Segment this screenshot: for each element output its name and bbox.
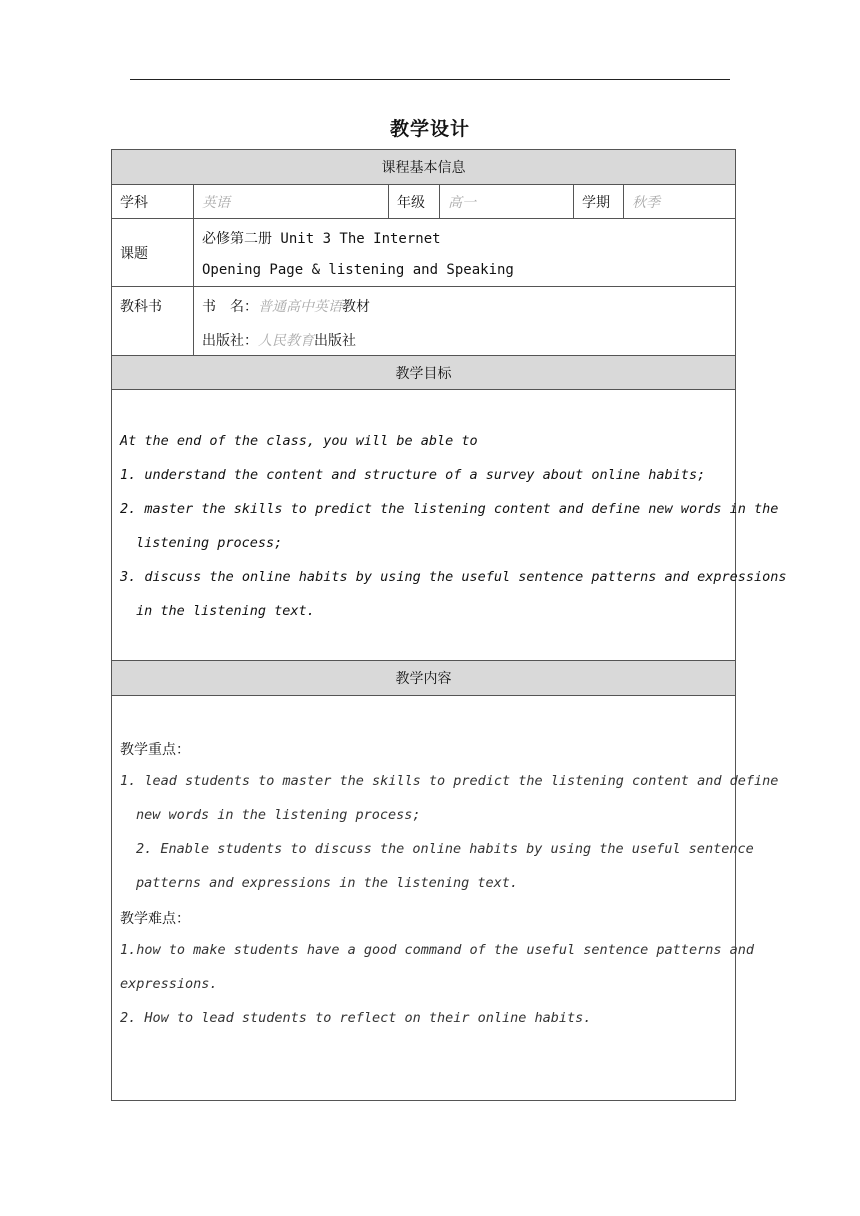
subject-value: 英语 — [194, 185, 389, 218]
key-point-1-cont: new words in the listening process; — [136, 807, 421, 823]
lesson-table — [111, 149, 787, 1101]
document-title: 教学设计 — [389, 118, 470, 140]
difficult-point-1: 1.how to make students have a good command of the useful sentence patterns and — [120, 942, 754, 958]
textbook-label: 教科书 — [112, 287, 194, 355]
topic-line-1: 必修第二册 Unit 3 The Internet — [202, 231, 441, 247]
objectives-header-text: 教学目标 — [395, 365, 452, 382]
content-header-text: 教学内容 — [395, 671, 452, 687]
grade-value: 高一 — [440, 185, 574, 218]
grade-label: 年级 — [389, 185, 440, 218]
basic-info-header-text: 课程基本信息 — [381, 160, 466, 176]
difficult-point-2: 2. How to lead students to reflect on their online habits. — [120, 1010, 592, 1026]
subject-label: 学科 — [112, 185, 194, 218]
textbook-row — [112, 287, 735, 356]
key-point-2-cont: patterns and expressions in the listening text. — [136, 875, 519, 891]
term-value: 秋季 — [632, 194, 660, 211]
difficult-point-1-cont: expressions. — [120, 976, 218, 992]
objective-item-2-cont: listening process; — [136, 535, 283, 551]
topic-value — [194, 219, 737, 286]
key-points-label: 教学重点： — [120, 742, 190, 758]
objective-item-2: 2. master the skills to predict the listening content and define new words in the — [120, 501, 779, 517]
topic-line-2: Opening Page & listening and Speaking — [202, 262, 514, 278]
term-label: 学期 — [574, 185, 624, 218]
topic-row — [112, 219, 735, 287]
book-name-line: 书 名：普通高中英语教材 — [202, 299, 370, 315]
objectives-header — [112, 356, 735, 390]
key-point-1: 1. lead students to master the skills to predict the listening content and define — [120, 773, 779, 789]
key-point-2: 2. Enable students to discuss the online habits by using the useful sentence — [136, 841, 754, 857]
header-rule — [130, 79, 730, 80]
objectives-body — [112, 390, 787, 661]
objective-item-3-cont: in the listening text. — [136, 603, 315, 619]
difficult-points-label: 教学难点： — [120, 911, 190, 927]
subject-row — [112, 185, 735, 219]
objective-item-1: 1. understand the content and structure of a survey about online habits; — [120, 467, 706, 483]
content-body — [112, 696, 779, 1100]
publisher-line: 出版社：人民教育出版社 — [202, 333, 356, 349]
basic-info-header — [112, 150, 735, 185]
content-header — [112, 661, 735, 696]
objective-item-3: 3. discuss the online habits by using the useful sentence patterns and expressions — [120, 569, 787, 585]
topic-label: 课题 — [112, 219, 194, 286]
textbook-value — [194, 287, 737, 355]
objectives-intro: At the end of the class, you will be able to — [120, 433, 478, 449]
